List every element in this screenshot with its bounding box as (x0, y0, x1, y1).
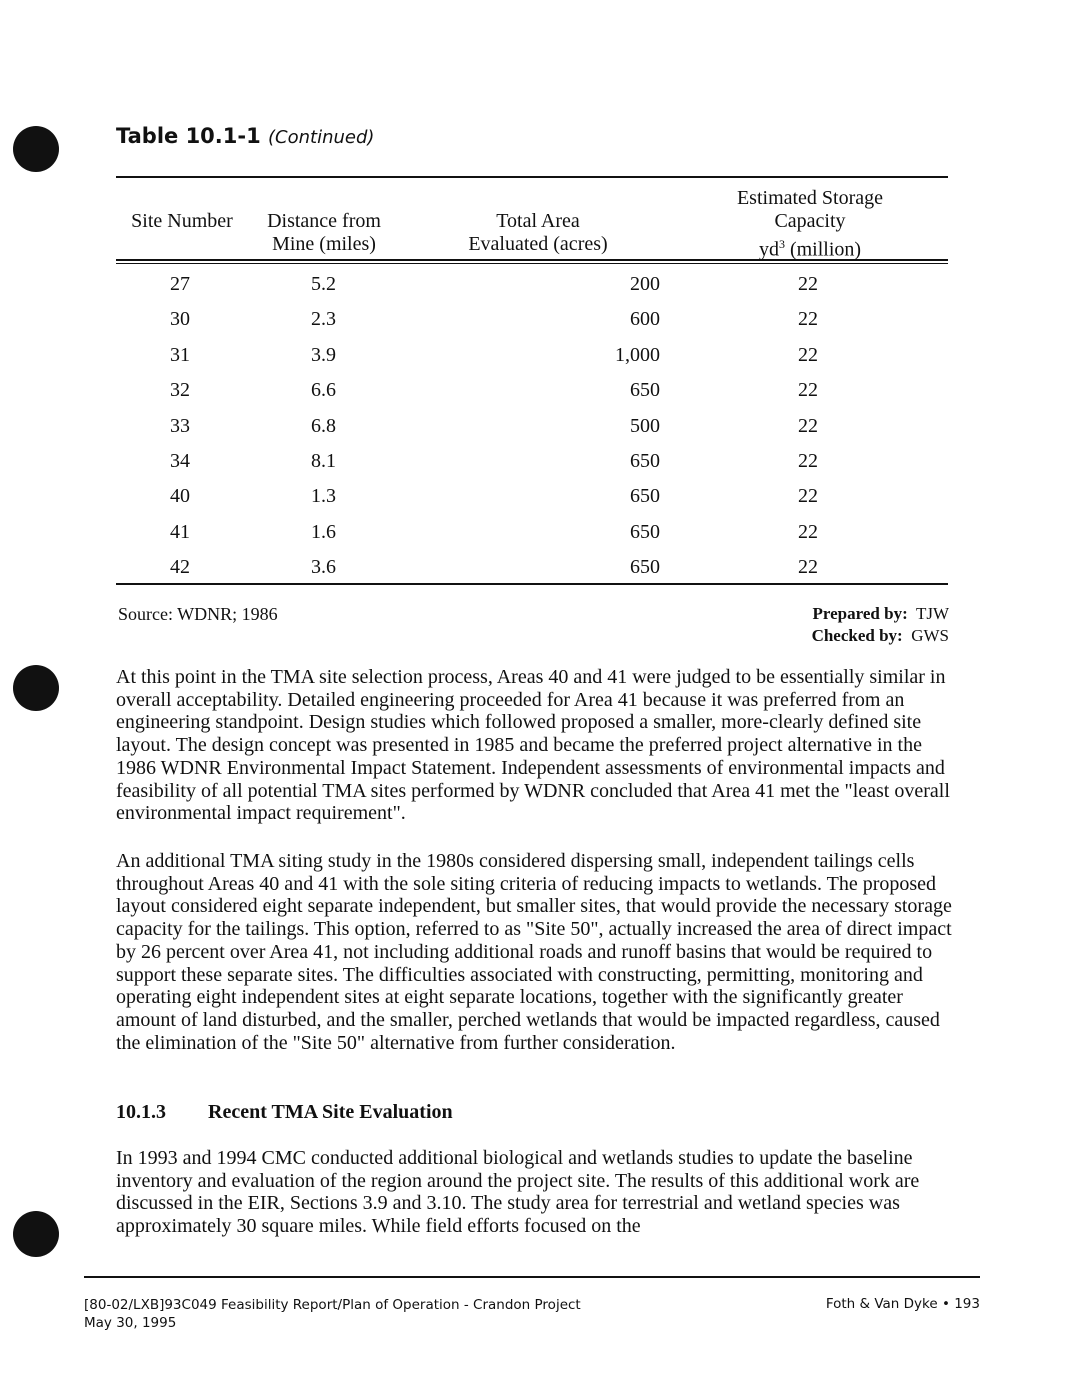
cell-distance: 6.8 (311, 414, 336, 437)
cell-site: 42 (170, 556, 190, 579)
page-number: 193 (954, 1296, 980, 1312)
cell-site: 33 (170, 414, 190, 437)
punch-hole-top (13, 126, 59, 172)
footer-firm: Foth & Van Dyke (825, 1296, 938, 1312)
cell-site: 40 (170, 485, 190, 508)
footer-rule (84, 1276, 980, 1278)
table-top-rule (116, 176, 948, 178)
cell-site: 27 (170, 273, 190, 295)
table-header-rule-2 (116, 263, 948, 264)
cell-site: 32 (170, 379, 190, 402)
cell-distance: 1.3 (311, 485, 336, 508)
cell-area: 200 (630, 273, 660, 295)
cell-site: 30 (170, 308, 190, 331)
cell-distance: 1.6 (311, 520, 336, 543)
prepared-checked-block: Prepared by: TJW Checked by: GWS (811, 604, 949, 645)
paragraph-recent-evaluation: In 1993 and 1994 CMC conducted additional biological and wetlands studies to update the baseline inventory and evaluation of the region around the project site. The results of this additional work are discussed in the EIR, Sections 3.9 and 3.10. The study area for terrestrial and wetland species was approximately 30 square miles. While field efforts focused on the (116, 1147, 920, 1238)
cell-site: 34 (170, 450, 190, 472)
table-title: Table 10.1-1 (116, 124, 261, 148)
cell-site: 31 (170, 343, 190, 366)
cell-distance: 3.9 (311, 343, 336, 366)
section-number: 10.1.3 (116, 1101, 166, 1123)
cell-capacity: 22 (798, 414, 818, 437)
table-bottom-rule (116, 583, 948, 585)
cell-area: 650 (630, 520, 660, 543)
cell-area: 650 (630, 379, 660, 402)
cell-area: 650 (630, 556, 660, 579)
col-header-site-number: Site Number (131, 210, 233, 232)
section-title: Recent TMA Site Evaluation (208, 1101, 453, 1123)
col-header-distance: Distance from Mine (miles) (267, 210, 381, 255)
cell-area: 600 (630, 308, 660, 331)
cell-capacity: 22 (798, 273, 818, 295)
cell-capacity: 22 (798, 379, 818, 402)
cell-distance: 8.1 (311, 450, 336, 472)
punch-hole-middle (13, 665, 59, 711)
footer-doc-id: [80-02/LXB]93C049 Feasibility Report/Plan of Operation - Crandon Project (84, 1297, 581, 1313)
paragraph-area-selection: At this point in the TMA site selection process, Areas 40 and 41 were judged to be essentially similar in overall acceptability. Detailed engineering proceeded for Area 41 because it was preferred from an engineering standpoint. Design studies which followed proposed a smaller, more-clearly defined site layout. The design concept was presented in 1985 and became the preferred project alternative in the 1986 WDNR Environmental Impact Statement. Independent assessments of environmental impacts and feasibility of all potential TMA sites performed by WDNR concluded that Area 41 met the "least overall environmental impact requirement". (116, 666, 950, 825)
paragraph-site-50: An additional TMA siting study in the 1980s considered dispersing small, independent tailings cells throughout Areas 40 and 41 with the sole siting criteria of reducing impacts to wetlands. The proposed layout considered eight separate independent, but smaller sites, that would provide the necessary storage capacity for the tailings. This option, referred to as "Site 50", actually increased the area of direct impact by 26 percent over Area 41, not including additional roads and runoff basins that would be required to support these separate sites. The difficulties associated with constructing, permitting, monitoring and operating eight independent sites at eight separate locations, together with the significantly greater amount of land disturbed, and the smaller, perched wetlands that would be impacted regardless, caused the elimination of the "Site 50" alternative from further consideration. (116, 850, 952, 1054)
cell-distance: 2.3 (311, 308, 336, 331)
cell-capacity: 22 (798, 450, 818, 472)
cell-capacity: 22 (798, 485, 818, 508)
footer-date: May 30, 1995 (84, 1315, 177, 1331)
cell-area: 650 (630, 450, 660, 472)
table-source: Source: WDNR; 1986 (118, 604, 278, 624)
col-header-total-area: Total Area Evaluated (acres) (468, 210, 608, 255)
cell-distance: 6.6 (311, 379, 336, 402)
footer-left (84, 1296, 581, 1332)
cell-site: 41 (170, 520, 190, 543)
section-heading (116, 1101, 453, 1124)
cell-distance: 3.6 (311, 556, 336, 579)
footer-bullet: • (941, 1296, 950, 1312)
table-continued-label: (Continued) (268, 127, 375, 148)
cell-capacity: 22 (798, 520, 818, 543)
cell-capacity: 22 (798, 308, 818, 331)
footer-right (826, 1296, 980, 1312)
cell-capacity: 22 (798, 343, 818, 366)
cell-distance: 5.2 (311, 273, 336, 295)
cell-area: 1,000 (615, 343, 660, 366)
cell-area: 500 (630, 414, 660, 437)
punch-hole-bottom (13, 1211, 59, 1257)
col-header-storage-capacity: Estimated Storage Capacity $yd^3$ (million) (736, 187, 884, 261)
cell-area: 650 (630, 485, 660, 508)
cell-capacity: 22 (798, 556, 818, 579)
table-caption (116, 124, 374, 148)
